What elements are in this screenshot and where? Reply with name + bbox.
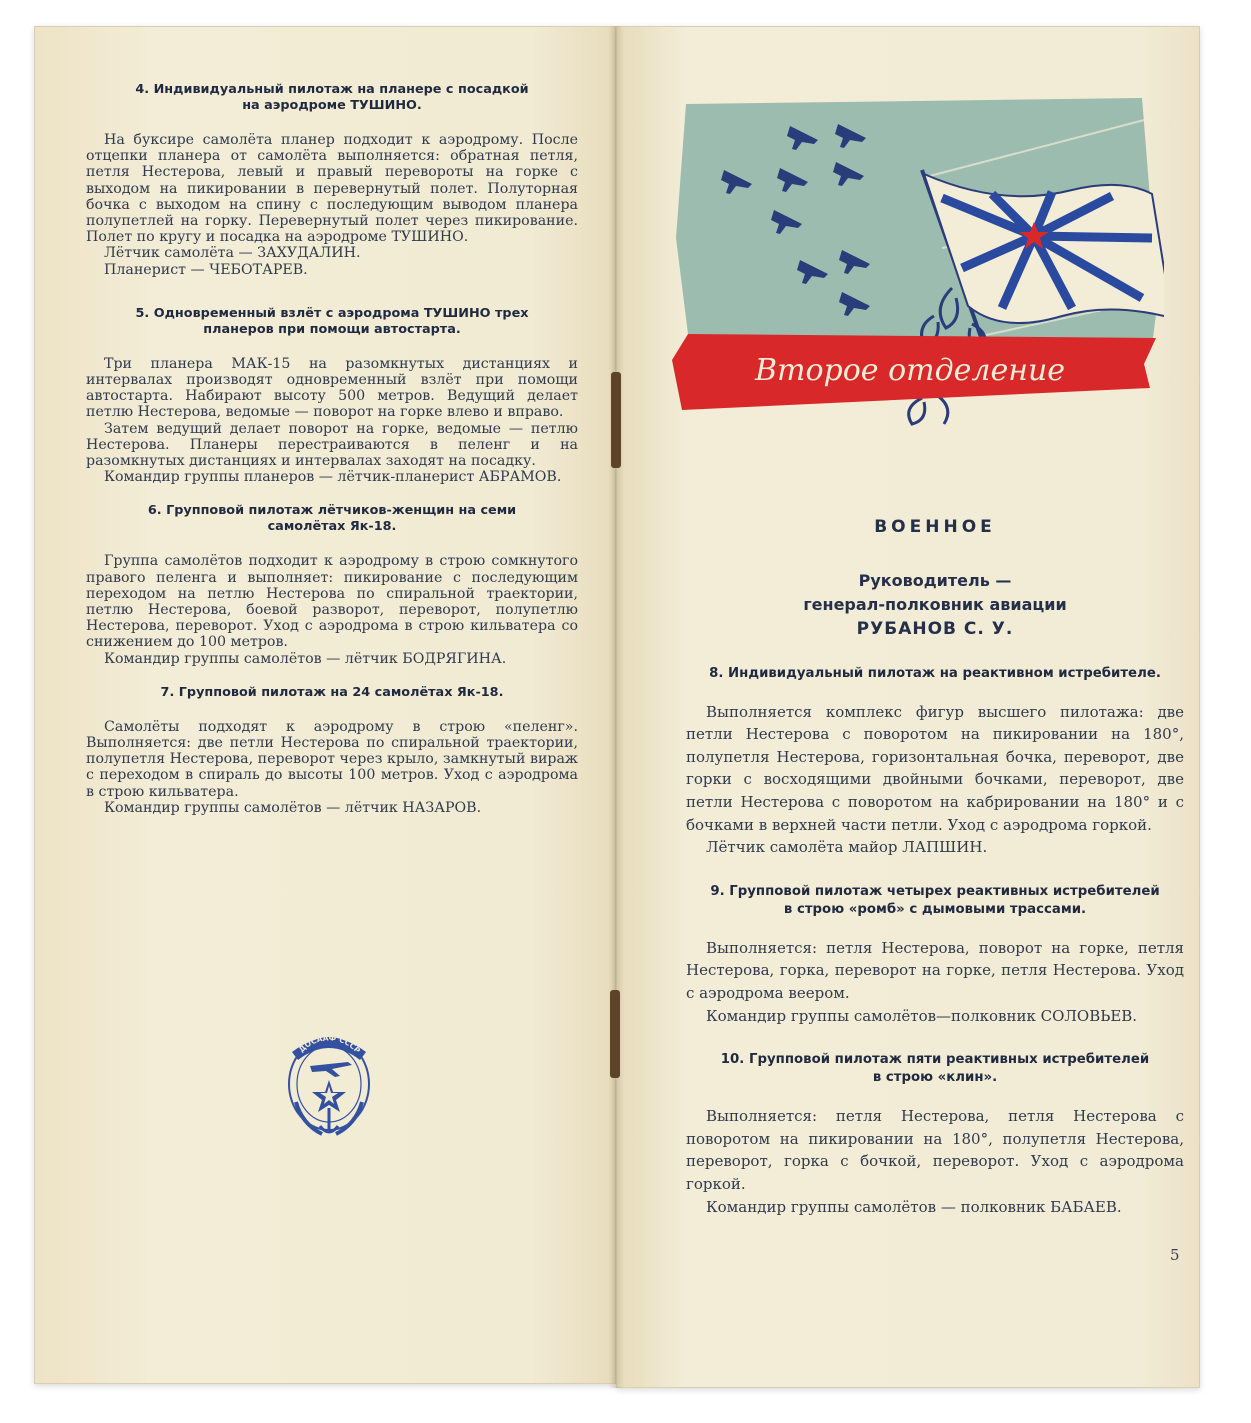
section-4-glider: Планерист — ЧЕБОТАРЕВ.: [104, 261, 308, 278]
section-7-body: Самолёты подходят к аэродрому в строю «пеленг». Выполняется: две петли Нестерова по спиральной траектории, полупетля Нестерова, переворот через крыло, замкнутый вираж с переходом в спираль до высоты 100 метров. Уход с аэродрома в строю кильватера.: [86, 718, 578, 800]
section-5-title-line2: планеров при помощи автостарта.: [203, 321, 461, 337]
section-10-title-line2: в строю «клин».: [872, 1070, 998, 1086]
section-10-title-line1: 10. Групповой пилотаж пяти реактивных истребителей: [720, 1052, 1150, 1068]
section-8-body: Выполняется комплекс фигур высшего пилотажа: две петли Нестерова с поворотом на пикировании на 180°, полупетля Нестерова, горизонтальная бочка, переворот, две горки с восходящими двойными бочками, переворот, две петли Нестерова с поворотом на кабрировании на 180° и с бочками в верхней части петли. Уход с аэродрома горкой.: [686, 702, 1184, 834]
section-4-title-line1: 4. Индивидуальный пилотаж на планере с посадкой: [135, 82, 529, 97]
section-4-pilot: Лётчик самолёта — ЗАХУДАЛИН.: [104, 245, 361, 262]
section-9-commander: Командир группы самолётов—полковник СОЛОВЬЕВ.: [706, 1006, 1138, 1025]
staple-top: [611, 372, 621, 468]
section-7-title: 7. Групповой пилотаж на 24 самолётах Як-18.: [160, 684, 504, 700]
right-column: [686, 516, 1184, 1218]
page-number: 5: [1170, 1246, 1180, 1264]
section-heading: ВОЕННОЕ: [874, 517, 996, 537]
left-column: [86, 82, 578, 816]
section-10-body: Выполняется: петля Нестерова, петля Нестерова с поворотом на пикировании на 180°, полупетля Нестерова, переворот, горка с бочкой, переворот. Уход с аэродрома горкой.: [686, 1107, 1184, 1193]
staple-bottom: [610, 990, 620, 1078]
dosaaf-emblem-icon: [280, 1022, 378, 1146]
section-9-title-line1: 9. Групповой пилотаж четырех реактивных истребителей: [710, 883, 1160, 899]
section-8-pilot: Лётчик самолёта майор ЛАПШИН.: [706, 838, 988, 857]
banner-title: Второе отделение: [754, 353, 1066, 388]
section-6-title-line1: 6. Групповой пилотаж лётчиков-женщин на семи: [147, 503, 517, 519]
section-5-commander: Командир группы планеров — лётчик-планерист АБРАМОВ.: [104, 469, 562, 486]
section-7-commander: Командир группы самолётов — лётчик НАЗАРОВ.: [104, 799, 482, 816]
section-5-body-1: Три планера МАК-15 на разомкнутых дистанциях и интервалах производят одновременный взлёт при помощи автостарта. Набирают высоту 500 метров. Ведущий делает петлю Нестерова, ведомые — поворот на горке влево и вправо.: [86, 355, 578, 421]
section-9-body: Выполняется: петля Нестерова, поворот на горке, петля Нестерова, горка, переворот на горке, петля Нестерова. Уход с аэродрома веером.: [686, 938, 1184, 1002]
leader-name: РУБАНОВ С. У.: [856, 618, 1014, 639]
leader-line-2: генерал-полковник авиации: [803, 594, 1067, 614]
page-spine: [608, 26, 624, 1388]
section-4-title-line2: на аэродроме ТУШИНО.: [242, 98, 422, 113]
section-6-body: Группа самолётов подходит к аэродрому в строю сомкнутого правого пеленга и выполняет: пикирование с последующим переходом на петлю Нестерова по спиральной траектории, петлю Нестерова, боевой разворот, переворот, полупетлю Нестерова, переворот. Уход с аэродрома в строю кильватера со снижением до 100 метров.: [86, 553, 578, 651]
second-part-banner: [672, 98, 1164, 432]
leader-line-1: Руководитель —: [858, 570, 1012, 590]
section-10-commander: Командир группы самолётов — полковник БАБАЕВ.: [706, 1197, 1122, 1216]
emblem-text: ДОСААФ СССР: [296, 1033, 363, 1055]
section-5-body-2: Затем ведущий делает поворот на горке, ведомые — петлю Нестерова. Планеры перестраиваются в пеленг и на разомкнутых дистанциях и интервалах заходят на посадку.: [86, 420, 578, 470]
section-8-title: 8. Индивидуальный пилотаж на реактивном истребителе.: [709, 665, 1161, 681]
section-4-body: На буксире самолёта планер подходит к аэродрому. После отцепки планера от самолёта выполняется: обратная петля, петля Нестерова, левый и правый перевороты на горке с выходом на пикировании в перевернутый полет. Полуторная бочка с выходом на спину с последующим выводом планера полупетлей на горку. Перевернутый полет через пикирование. Полет по кругу и посадка на аэродроме ТУШИНО.: [86, 132, 578, 246]
section-6-commander: Командир группы самолётов — лётчик БОДРЯГИНА.: [104, 650, 507, 667]
section-5-title-line1: 5. Одновременный взлёт с аэродрома ТУШИНО трех: [135, 305, 529, 321]
section-9-title-line2: в строю «ромб» с дымовыми трассами.: [783, 901, 1087, 917]
section-6-title-line2: самолётах Як-18.: [267, 519, 397, 535]
